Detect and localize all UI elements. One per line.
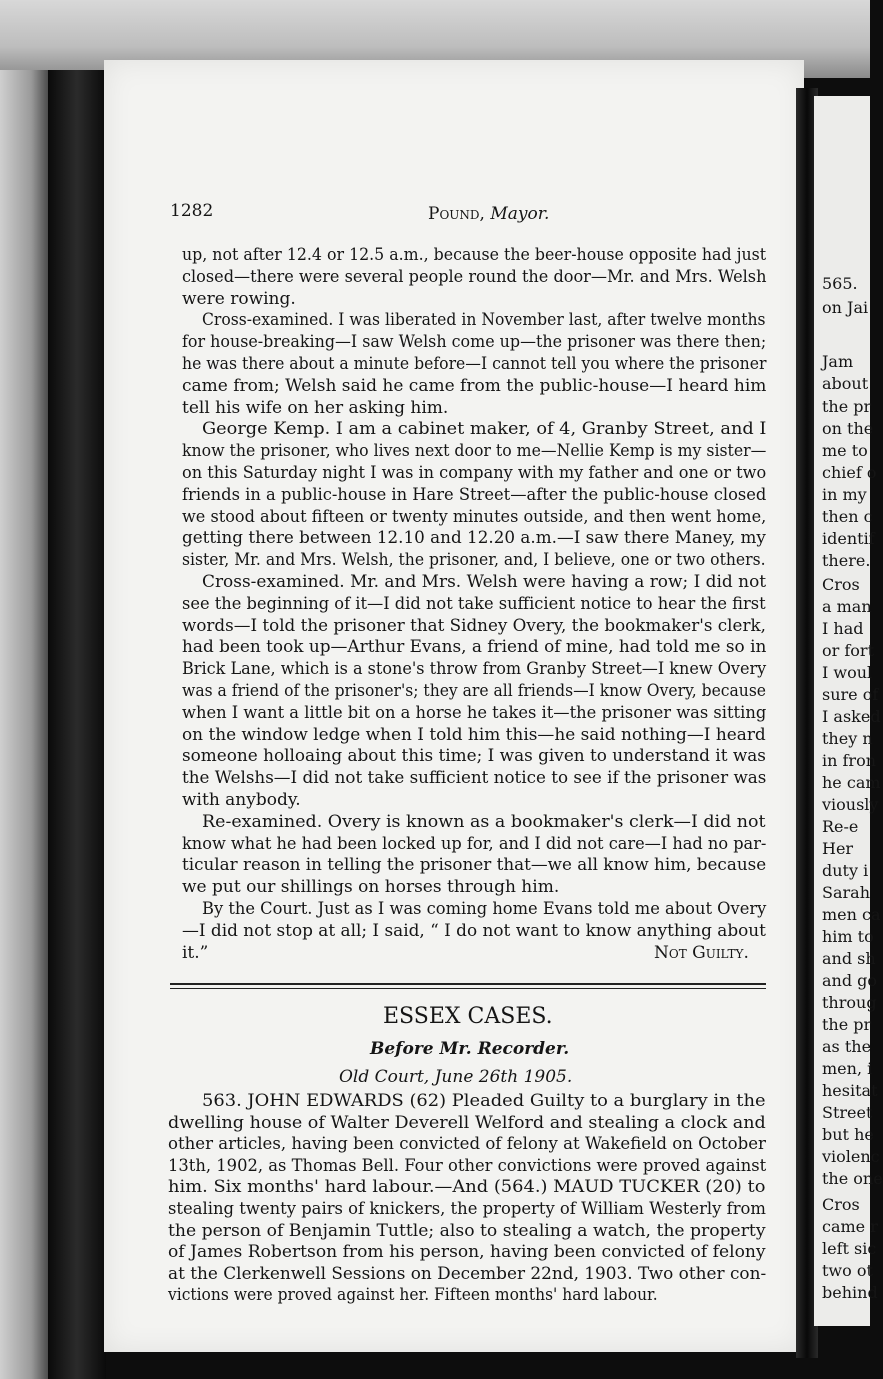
body-line: were rowing.: [182, 288, 296, 309]
body-line: came from; Welsh said he came from the public-house—I heard him: [182, 375, 767, 396]
case-line: 13th, 1902, as Thomas Bell. Four other convictions were proved against: [168, 1155, 767, 1176]
page-number: 1282: [170, 201, 214, 221]
running-title-name: Pound,: [428, 204, 485, 224]
facing-page-line: there.: [822, 551, 871, 570]
section-before: Before Mr. Recorder.: [370, 1039, 570, 1059]
facing-page-line: violenc: [822, 1147, 880, 1166]
facing-page-line: Cros: [822, 1195, 860, 1214]
body-line: Brick Lane, which is a stone's throw from Granby Street—I knew Overy: [182, 659, 767, 680]
section-title: ESSEX CASES.: [383, 1004, 553, 1029]
body-line: it.”: [182, 942, 209, 963]
facing-page-line: I asked: [822, 707, 881, 726]
case-line: other articles, having been convicted of felony at Wakefield on October: [168, 1134, 766, 1155]
facing-page-line: two ot: [822, 1261, 873, 1280]
section-court-date: Old Court, June 26th 1905.: [339, 1067, 573, 1087]
facing-page-line: viously: [822, 795, 879, 814]
facing-page-line: Street: [822, 1103, 873, 1122]
body-line: closed—there were several people round the door—Mr. and Mrs. Welsh: [182, 266, 767, 287]
facing-page-line: in fron: [822, 751, 877, 770]
body-line: Cross-examined. Mr. and Mrs. Welsh were having a row; I did not: [202, 572, 767, 592]
facing-page-line: left sic: [822, 1239, 877, 1258]
running-title-role: Mayor.: [490, 204, 550, 224]
case-line: 563. JOHN EDWARDS (62) Pleaded Guilty to a burglary in the: [202, 1091, 766, 1111]
facing-page-line: he cam: [822, 773, 881, 792]
body-line: someone holloaing about this time; I was given to understand it was: [182, 746, 766, 767]
facing-page-line: Sarah: [822, 883, 870, 902]
facing-page-line: as the: [822, 1037, 872, 1056]
body-line: see the beginning of it—I did not take sufficient notice to hear the first: [182, 593, 766, 614]
facing-page-line: on the: [822, 419, 874, 438]
body-line: was a friend of the prisoner's; they are all friends—I know Overy, because: [182, 681, 767, 701]
body-line: when I want a little bit on a horse he takes it—the prisoner was sitting: [182, 702, 767, 723]
body-line: with anybody.: [182, 790, 301, 810]
facing-page-line: Re-e: [822, 817, 859, 836]
facing-page-line: identif: [822, 529, 875, 548]
body-line: we stood about fifteen or twenty minutes outside, and then went home,: [182, 506, 767, 527]
facing-page-line: chief o: [822, 463, 877, 482]
running-title: [428, 204, 549, 224]
facing-page-line: Her: [822, 839, 854, 858]
facing-page-line: throug: [822, 993, 877, 1012]
facing-page-line: then c: [822, 507, 873, 526]
body-line: George Kemp. I am a cabinet maker, of 4, Granby Street, and I: [202, 419, 767, 440]
book-edge: [0, 70, 52, 1379]
body-line: getting there between 12.10 and 12.20 a.m.—I saw there Maney, my: [182, 528, 766, 549]
body-line: Re-examined. Overy is known as a bookmaker's clerk—I did not: [202, 811, 766, 832]
facing-page-line: and go: [822, 971, 878, 990]
body-line: tell his wife on her asking him.: [182, 397, 449, 418]
facing-page-line: him to: [822, 927, 874, 946]
facing-page-line: Cros: [822, 575, 860, 594]
body-line: By the Court. Just as I was coming home Evans told me about Overy: [202, 899, 767, 919]
facing-page-line: Jam: [822, 352, 854, 371]
section-rule-bottom: [170, 988, 766, 989]
case-line: of James Robertson from his person, having been convicted of felony: [168, 1242, 766, 1263]
facing-page-line: behind: [822, 1283, 878, 1302]
body-line: ticular reason in telling the prisoner that—we all know him, because: [182, 855, 767, 876]
facing-page-line: they n: [822, 729, 873, 748]
facing-page-line: on Jai: [822, 298, 869, 317]
facing-page-line: men ca: [822, 905, 881, 924]
facing-page-line: about: [822, 374, 869, 393]
facing-page-line: the pr: [822, 1015, 872, 1034]
facing-page-line: a man: [822, 597, 872, 616]
case-line: at the Clerkenwell Sessions on December 22nd, 1903. Two other con-: [168, 1263, 767, 1284]
facing-page-line: hesitat: [822, 1081, 878, 1100]
case-line: dwelling house of Walter Deverell Welford and stealing a clock and: [168, 1112, 766, 1133]
body-line: know what he had been locked up for, and I did not care—I had no par-: [182, 833, 767, 854]
case-line: him. Six months' hard labour.—And (564.) MAUD TUCKER (20) to: [168, 1177, 766, 1198]
facing-page-line: came r: [822, 1217, 878, 1236]
body-line: had been took up—Arthur Evans, a friend of mine, had told me so in: [182, 637, 767, 658]
body-line: sister, Mr. and Mrs. Welsh, the prisoner, and, I believe, one or two others.: [182, 550, 766, 571]
body-line: friends in a public-house in Hare Street—after the public-house closed: [182, 484, 767, 505]
body-line: up, not after 12.4 or 12.5 a.m., because the beer-house opposite had just: [182, 245, 767, 265]
facing-page-line: 565.: [822, 274, 858, 293]
body-line: know the prisoner, who lives next door to me—Nellie Kemp is my sister—: [182, 441, 767, 462]
body-line: on this Saturday night I was in company with my father and one or two: [182, 463, 767, 483]
facing-page-line: I had: [822, 619, 864, 638]
body-line: words—I told the prisoner that Sidney Overy, the bookmaker's clerk,: [182, 615, 766, 636]
case-line: stealing twenty pairs of knickers, the property of William Westerly from: [168, 1199, 766, 1219]
facing-page-line: me to: [822, 441, 868, 460]
section-rule-top: [170, 983, 766, 985]
facing-page-line: sure of: [822, 685, 879, 704]
body-line: the Welshs—I did not take sufficient notice to see if the prisoner was: [182, 768, 767, 789]
body-line: for house-breaking—I saw Welsh come up—the prisoner was there then;: [182, 332, 767, 353]
body-line: he was there about a minute before—I cannot tell you where the prisoner: [182, 354, 767, 374]
facing-page-line: men, i: [822, 1059, 873, 1078]
body-line: we put our shillings on horses through him.: [182, 877, 560, 898]
body-line: —I did not stop at all; I said, “ I do not want to know anything about: [182, 920, 766, 941]
facing-page-line: or fort: [822, 641, 874, 660]
body-line: on the window ledge when I told him this—he said nothing—I heard: [182, 724, 766, 745]
facing-page-line: but he: [822, 1125, 874, 1144]
book-binding: [48, 70, 106, 1379]
facing-page-line: in my: [822, 485, 867, 504]
case-line: victions were proved against her. Fifteen months' hard labour.: [168, 1285, 658, 1306]
facing-page-line: and sh: [822, 949, 876, 968]
facing-page-line: the one: [822, 1169, 883, 1188]
facing-page-line: I woul: [822, 663, 873, 682]
verdict: Not Guilty.: [654, 943, 749, 963]
case-line: the person of Benjamin Tuttle; also to stealing a watch, the property: [168, 1220, 766, 1241]
body-line: Cross-examined. I was liberated in November last, after twelve months: [202, 310, 766, 331]
facing-page: [814, 96, 883, 1326]
facing-page-line: the pr: [822, 397, 872, 416]
facing-page-line: duty i: [822, 861, 869, 880]
